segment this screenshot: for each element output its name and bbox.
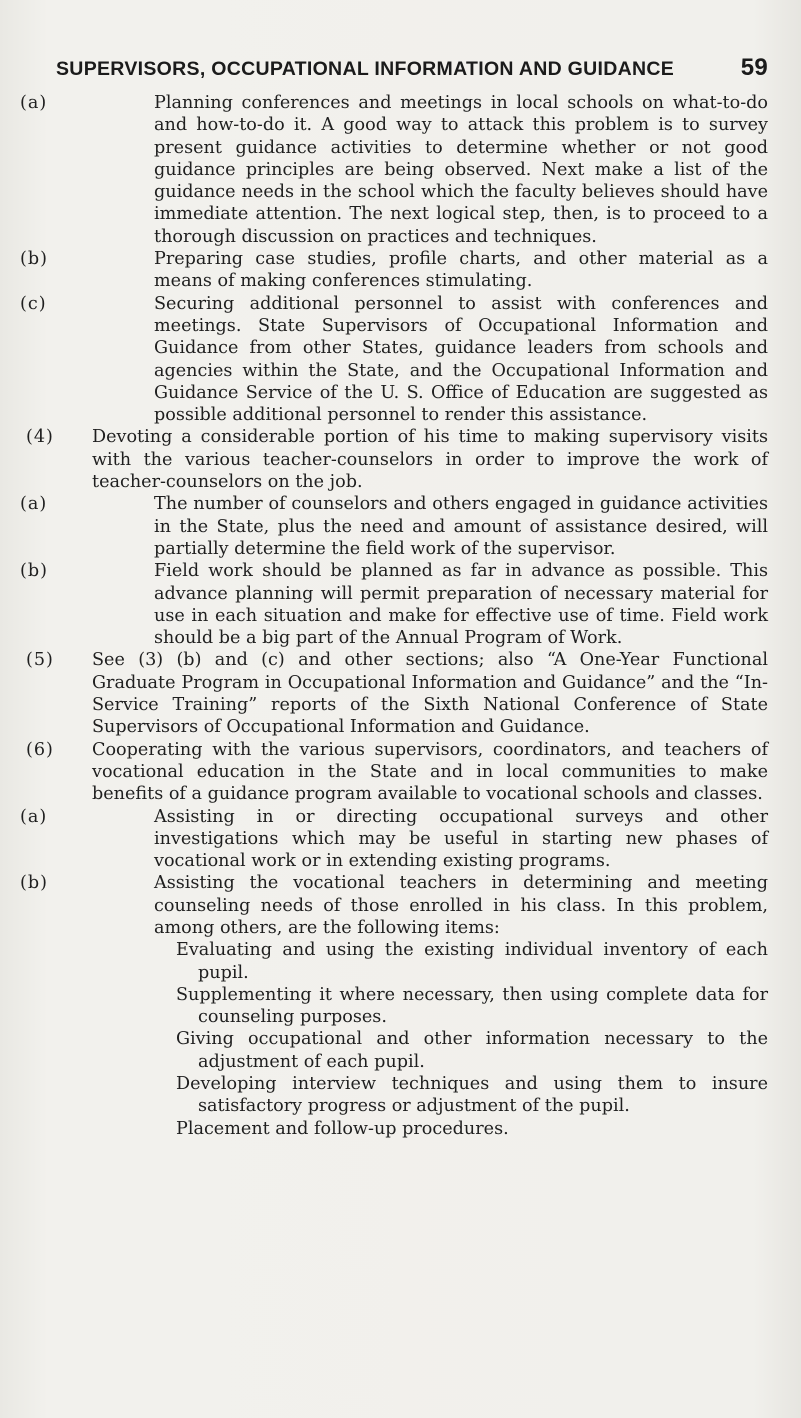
item-text: Assisting in or directing occupational surveys and other investigations which may be useful in starting new phases of vocational work or in extending existing programs. xyxy=(154,806,768,872)
item-text: Evaluating and using the existing individual inventory of each pupil. xyxy=(176,940,768,983)
item-text: Field work should be planned as far in advance as possible. This advance planning will permit preparation of necessary material for use in each situation and make for effective use of time. Field work should be a big part of the Annual Program of Work. xyxy=(154,561,768,649)
item-text: See (3) (b) and (c) and other sections; also “A One-Year Functional Graduate Program in Occupational Information and Guidance” and the “In-Service Training” reports of the Sixth National Conference of State Supervisors of Occupational Information and Guidance. xyxy=(92,650,768,738)
item-text: The number of counselors and others engaged in guidance activities in the State, plus the need and amount of assistance desired, will partially determine the field work of the supervisor. xyxy=(154,494,768,559)
item-text: Giving occupational and other information necessary to the adjustment of each pupil. xyxy=(176,1029,768,1072)
item-marker: (b) xyxy=(20,561,48,582)
item-marker: (5) xyxy=(26,650,54,671)
item-marker: (b) xyxy=(20,249,48,270)
item-marker: (b) xyxy=(20,873,48,894)
item-text: Planning conferences and meetings in local schools on what-to-do and how-to-do it. A good way to attack this problem is to survey present guidance activities to determine whether or not good guidance principles are being observed. Next make a list of the guidance needs in the school which the faculty believes should have immediate attention. The next logical step, then, is to proceed to a thorough discussion on practices and techniques. xyxy=(154,93,768,247)
sub-item-developing xyxy=(56,1073,768,1118)
item-text: Securing additional personnel to assist with conferences and meetings. State Supervisors of Occupational Information and Guidance from other States, guidance leaders from schools and agencies within the State, and the Occupational Information and Guidance Service of the U. S. Office of Education are suggested as possible additional personnel to render this assistance. xyxy=(154,293,768,426)
list-item-b-field-work xyxy=(20,560,768,649)
list-item-4-devoting xyxy=(26,426,768,493)
item-text: Devoting a considerable portion of his time to making supervisory visits with the various teacher-counselors in order to improve the work of teacher-counselors on the job. xyxy=(92,427,768,493)
item-marker: (4) xyxy=(26,427,54,448)
list-item-a-planning xyxy=(20,92,768,248)
item-text: Supplementing it where necessary, then using complete data for counseling purposes. xyxy=(176,984,768,1028)
item-marker: (c) xyxy=(20,293,47,314)
sub-item-supplementing xyxy=(56,984,768,1029)
list-item-b-preparing xyxy=(20,248,768,293)
item-text: Preparing case studies, profile charts, and other material as a means of making conferences stimulating. xyxy=(154,249,768,292)
sub-item-giving xyxy=(56,1028,768,1073)
header-title: SUPERVISORS, OCCUPATIONAL INFORMATION AND GUIDANCE xyxy=(56,58,675,80)
list-item-a-counselors xyxy=(20,493,768,560)
item-marker: (6) xyxy=(26,739,54,760)
item-text: Assisting the vocational teachers in determining and meeting counseling needs of those enrolled in his class. In this problem, among others, are the following items: xyxy=(154,873,768,938)
item-marker: (a) xyxy=(20,93,48,113)
sub-item-evaluating xyxy=(56,939,768,984)
item-text: Developing interview techniques and using them to insure satisfactory progress or adjustment of the pupil. xyxy=(176,1074,768,1117)
page-number: 59 xyxy=(740,54,768,81)
item-marker: (a) xyxy=(20,494,48,515)
list-item-a-surveys xyxy=(20,806,768,873)
item-text: Cooperating with the various supervisors, coordinators, and teachers of vocational education in the State and in local communities to make benefits of a guidance program available to vocational schools and classes. xyxy=(92,739,768,805)
item-text: Placement and follow-up procedures. xyxy=(176,1118,509,1139)
sub-item-placement xyxy=(56,1118,768,1140)
list-item-b-assisting xyxy=(20,872,768,939)
list-item-5-see xyxy=(26,649,768,738)
list-item-c-securing xyxy=(20,293,768,427)
list-item-6-cooperating xyxy=(26,739,768,806)
running-header xyxy=(56,54,768,82)
item-marker: (a) xyxy=(20,806,48,827)
document-body xyxy=(20,92,768,1140)
